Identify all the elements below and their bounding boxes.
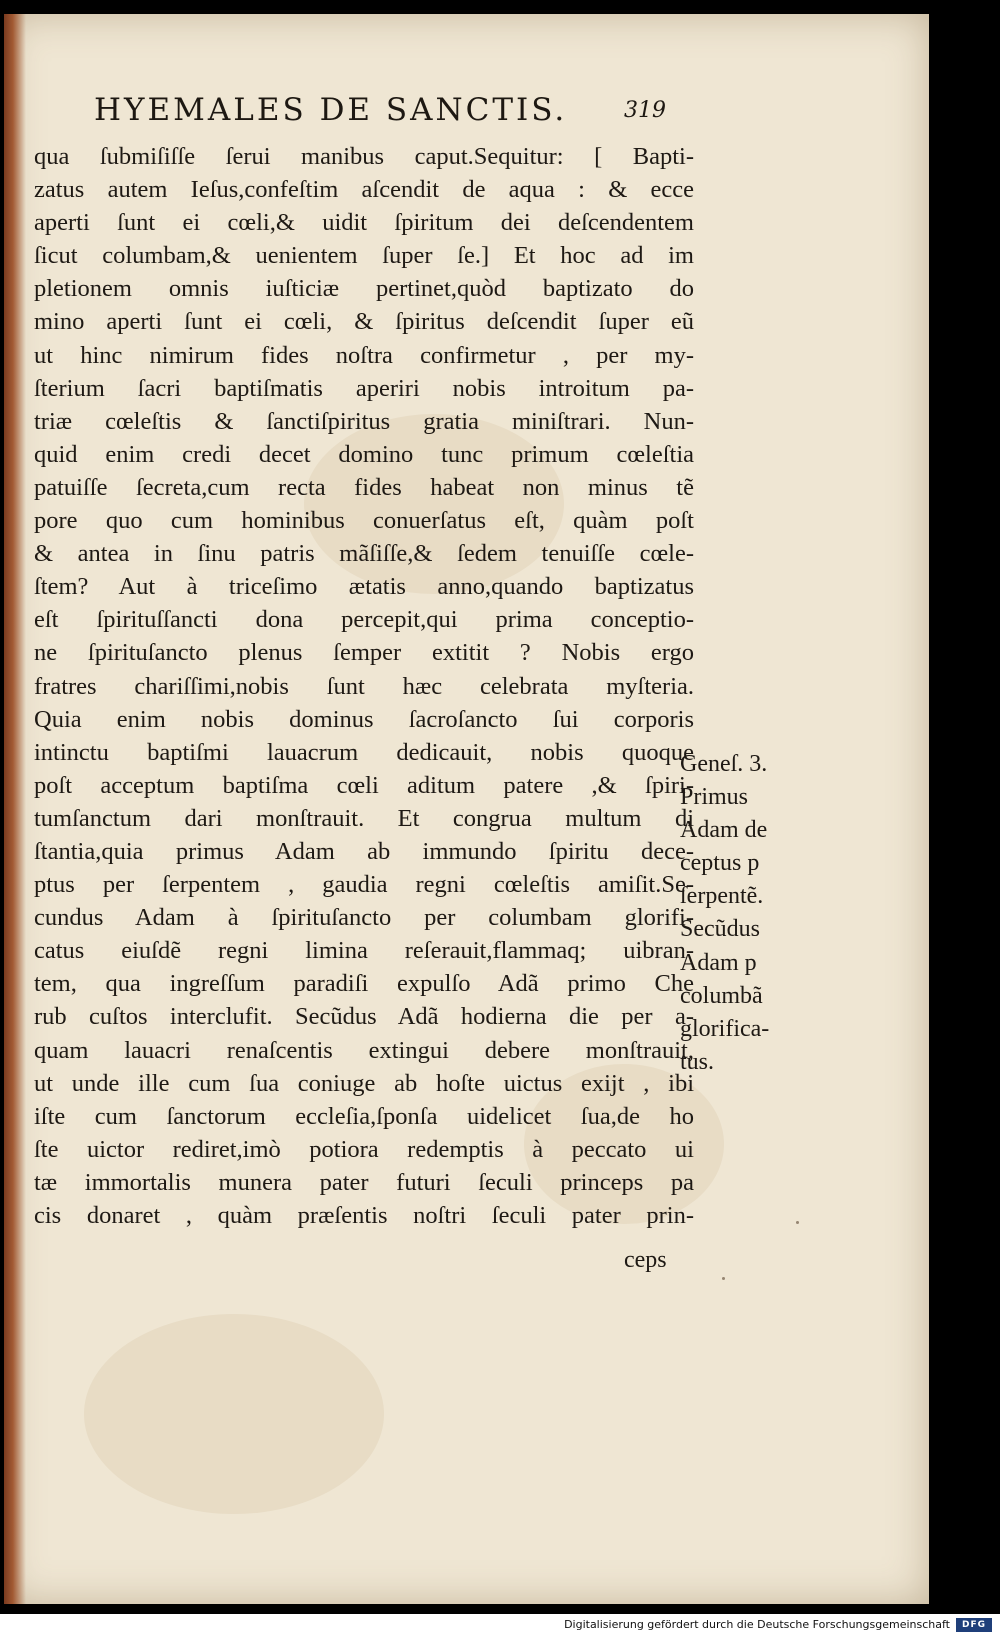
marginal-note: glorifica- (680, 1015, 770, 1042)
text-line: ſicut columbam,& uenientem ſuper ſe.] Et hoc ad im (34, 242, 694, 270)
page-header (94, 92, 694, 140)
text-line: pletionem omnis iuſticiæ pertinet,quòd baptizato do (34, 275, 694, 303)
marginal-note: Adam p (680, 949, 757, 976)
marginal-note: Secũdus (680, 916, 760, 943)
text-line: ſte uictor rediret,imò potiora redemptis à peccato ui (34, 1135, 694, 1163)
text-line: ut unde ille cum ſua coniuge ab hoſte uictus exijt , ibi (34, 1069, 694, 1097)
text-line: ne ſpirituſancto plenus ſemper extitit ? Nobis ergo (34, 639, 694, 667)
text-line: tæ immortalis munera pater futuri ſeculi princeps pa (34, 1168, 694, 1196)
book-page (4, 14, 929, 1604)
text-line: ſtem? Aut à triceſimo ætatis anno,quando baptizatus (34, 573, 694, 601)
text-line: aperti ſunt ei cœli,& uidit ſpiritum dei deſcendentem (34, 209, 694, 237)
text-line: & antea in ſinu patris mãſiſſe,& ſedem tenuiſſe cœle- (34, 540, 694, 568)
text-line: intinctu baptiſmi lauacrum dedicauit, nobis quoque (34, 738, 694, 766)
body-text (34, 140, 694, 1232)
marginal-notes (680, 748, 820, 1079)
text-line: triæ cœleſtis & ſanctiſpiritus gratia miniſtrari. Nun- (34, 407, 694, 435)
text-line: eſt ſpirituſſancti dona percepit,qui prima conceptio- (34, 606, 694, 634)
text-line: zatus autem Ieſus,confeſtim aſcendit de aqua : & ecce (34, 176, 694, 204)
text-line: quid enim credi decet domino tunc primum cœleſtia (34, 440, 694, 468)
marginal-note: ſerpentẽ. (680, 883, 764, 910)
text-line: ſtantia,quia primus Adam ab immundo ſpiritu dece- (34, 837, 694, 865)
marginal-note: Adam de (680, 817, 768, 844)
text-line: ut hinc nimirum fides noſtra confirmetur , per my- (34, 341, 694, 369)
marginal-note: columbã (680, 982, 763, 1009)
paper-stain (84, 1314, 384, 1514)
text-line: Quia enim nobis dominus ſacroſancto ſui corporis (34, 705, 694, 733)
text-line: mino aperti ſunt ei cœli, & ſpiritus deſcendit ſuper eũ (34, 308, 694, 336)
text-line: quam lauacri renaſcentis extingui debere monſtrauit, (34, 1036, 694, 1064)
text-line: ſterium ſacri baptiſmatis aperiri nobis introitum pa- (34, 374, 694, 402)
text-line: ptus per ſerpentem , gaudia regni cœleſtis amiſit.Se- (34, 871, 694, 899)
text-line: cis donaret , quàm præſentis noſtri ſeculi pater prin- (34, 1202, 694, 1229)
text-line: fratres chariſſimi,nobis ſunt hæc celebrata myſteria. (34, 672, 694, 700)
running-head: HYEMALES DE SANCTIS. (94, 92, 568, 128)
text-line: patuiſſe ſecreta,cum recta fides habeat non minus tẽ (34, 473, 694, 501)
text-line: poſt acceptum baptiſma cœli aditum patere ,& ſpiri- (34, 771, 694, 799)
text-line: qua ſubmiſiſſe ſerui manibus caput.Sequitur: [ Bapti- (34, 143, 694, 170)
catchword: ceps (624, 1247, 667, 1273)
text-line: pore quo cum hominibus conuerſatus eſt, quàm poſt (34, 507, 694, 535)
marginal-note: Geneſ. 3. (680, 751, 768, 777)
marginal-note: tus. (680, 1048, 715, 1075)
folio-number: 319 (624, 98, 666, 123)
text-line: rub cuſtos interclufit. Secũdus Adã hodierna die per a- (34, 1003, 694, 1031)
paper-speck (796, 1221, 799, 1224)
marginal-note: Primus (680, 784, 749, 811)
digitization-footer (0, 1614, 1000, 1636)
funding-credit: Digitalisierung gefördert durch die Deutsche Forschungsgemeinschaft (564, 1618, 950, 1631)
text-line: cundus Adam à ſpirituſancto per columbam glorifi- (34, 904, 694, 932)
text-line: tumſanctum dari monſtrauit. Et congrua multum di (34, 804, 694, 832)
dfg-logo-icon: DFG (956, 1618, 992, 1632)
text-line: iſte cum ſanctorum eccleſia,ſponſa uidelicet ſua,de ho (34, 1102, 694, 1130)
text-line: tem, qua ingreſſum paradiſi expulſo Adã primo Che (34, 970, 694, 998)
paper-speck (722, 1277, 725, 1280)
text-line: catus eiuſdẽ regni limina reſerauit,flammaq; uibran- (34, 937, 694, 965)
marginal-note: ceptus p (680, 850, 760, 877)
